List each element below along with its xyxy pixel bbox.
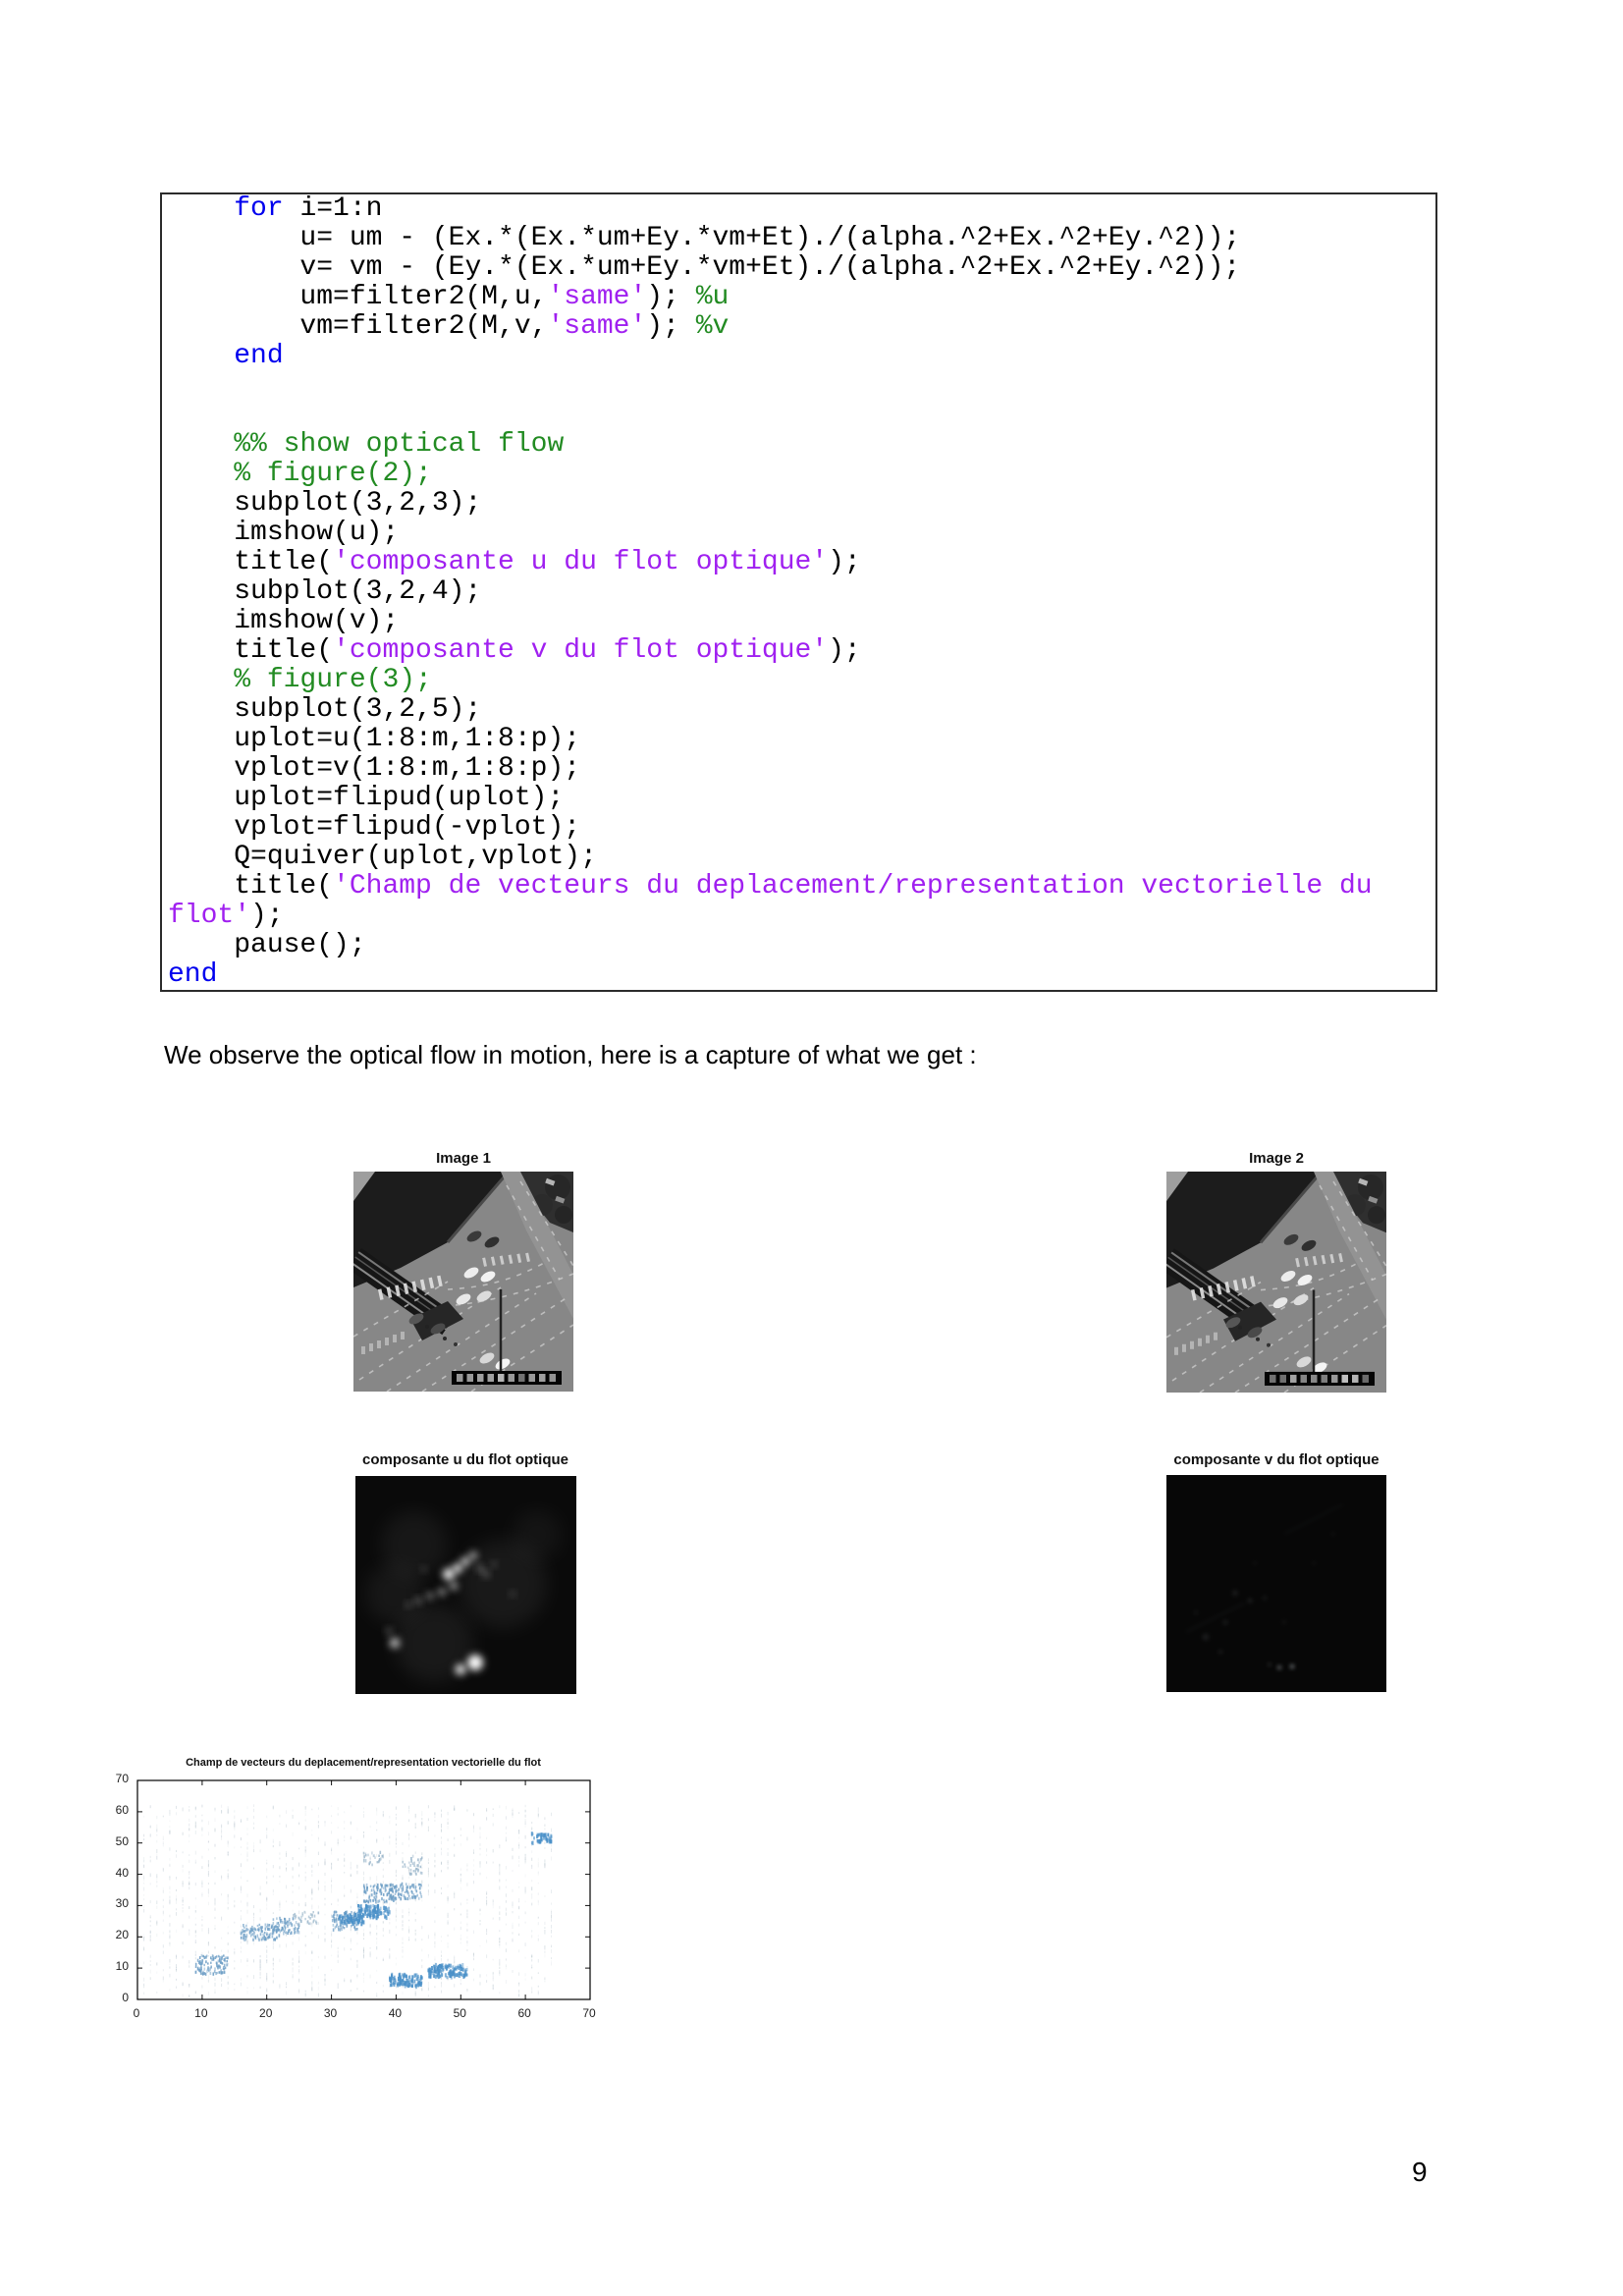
code-line: %% show optical flow: [234, 429, 565, 460]
code-line: end: [168, 959, 218, 990]
code-line: vplot=v(1:8:m,1:8:p);: [168, 753, 581, 784]
code-line: uplot=flipud(uplot);: [168, 783, 565, 813]
y-tick-label: 30: [115, 1896, 129, 1911]
code-line: uplot=u(1:8:m,1:8:p);: [168, 724, 581, 754]
code-line: u= um - (Ex.*(Ex.*um+Ey.*vm+Et)./(alpha.^2+Ex.^2+Ey.^2));: [168, 223, 1241, 253]
traffic-scene: [1166, 1172, 1386, 1393]
u-component-image: [355, 1476, 576, 1694]
y-tick-label: 50: [115, 1833, 129, 1848]
y-tick-label: 70: [115, 1772, 129, 1785]
quiver-plot-title: Champ de vecteurs du deplacement/representation vectorielle du flot: [186, 1757, 541, 1769]
image2-title: Image 2: [1249, 1150, 1304, 1167]
x-tick-label: 40: [388, 2006, 403, 2020]
image2-photo: [1166, 1172, 1386, 1393]
u-component-title: composante u du flot optique: [362, 1451, 568, 1468]
code-line: % figure(3);: [234, 665, 432, 695]
y-tick-label: 40: [115, 1865, 129, 1880]
traffic-scene: [353, 1172, 573, 1392]
matlab-code-block: [160, 192, 1437, 992]
code-line: Q=quiver(uplot,vplot);: [168, 842, 597, 872]
code-line: imshow(u);: [168, 518, 400, 548]
code-line: [168, 401, 1435, 430]
code-line: vm=filter2(M,v,'same'); %v: [168, 311, 730, 342]
y-tick-label: 10: [115, 1959, 129, 1974]
code-line: imshow(v);: [168, 606, 400, 636]
code-line: subplot(3,2,4);: [168, 576, 482, 607]
code-line: [168, 371, 1435, 401]
code-line: for i=1:n: [234, 193, 383, 224]
code-line: subplot(3,2,5);: [168, 694, 482, 725]
v-component-title: composante v du flot optique: [1173, 1451, 1380, 1468]
y-tick-label: 60: [115, 1802, 129, 1817]
code-line: title('composante v du flot optique');: [168, 635, 861, 666]
code-line: % figure(2);: [234, 459, 432, 489]
u-flow-map: [355, 1476, 576, 1694]
x-tick-label: 50: [453, 2006, 466, 2020]
x-tick-label: 30: [323, 2006, 338, 2020]
code-line: subplot(3,2,3);: [168, 488, 482, 519]
matlab-code: [162, 194, 1435, 990]
code-line: end: [234, 341, 284, 371]
x-tick-label: 20: [259, 2006, 273, 2020]
quiver-axes: [136, 1779, 591, 2000]
page-number: 9: [1412, 2157, 1428, 2187]
x-tick-label: 60: [517, 2006, 531, 2020]
v-component-image: [1166, 1475, 1386, 1692]
code-line: vplot=flipud(-vplot);: [168, 812, 581, 843]
y-tick-label: 20: [115, 1928, 129, 1942]
body-paragraph: We observe the optical flow in motion, here is a capture of what we get :: [164, 1040, 977, 1069]
x-tick-label: 0: [133, 2006, 140, 2020]
image1-title: Image 1: [436, 1150, 491, 1167]
x-tick-label: 10: [194, 2006, 208, 2020]
code-line: pause();: [168, 930, 366, 960]
v-flow-map: [1166, 1475, 1386, 1692]
code-line: title('composante u du flot optique');: [168, 547, 861, 577]
code-line: title('Champ de vecteurs du deplacement/representation vectorielle du: [168, 871, 1373, 902]
code-line: v= vm - (Ey.*(Ex.*um+Ey.*vm+Et)./(alpha.^2+Ex.^2+Ey.^2));: [168, 252, 1241, 283]
image1-photo: [353, 1172, 573, 1392]
code-line: um=filter2(M,u,'same'); %u: [168, 282, 730, 312]
x-tick-label: 70: [582, 2006, 596, 2020]
y-tick-label: 0: [122, 1991, 129, 2004]
code-line: flot');: [168, 901, 284, 931]
